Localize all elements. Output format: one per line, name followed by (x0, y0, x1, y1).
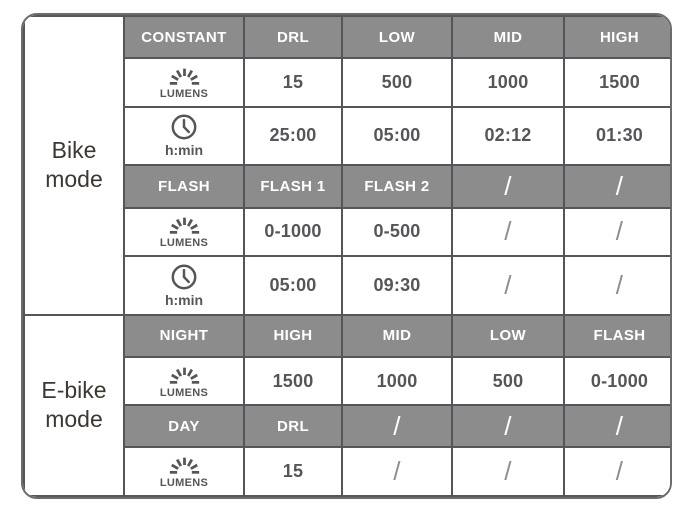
runtime-row-label-cell (124, 107, 244, 166)
header-empty: / (564, 405, 672, 447)
header-mid: MID (342, 315, 452, 357)
value-cell: 05:00 (244, 256, 342, 315)
value-cell: 1000 (452, 58, 564, 106)
header-flash: FLASH (564, 315, 672, 357)
value-cell: / (452, 447, 564, 496)
value-cell: 500 (452, 357, 564, 405)
value-cell: / (564, 256, 672, 315)
header-mid: MID (452, 16, 564, 58)
header-day: DAY (124, 405, 244, 447)
header-low: LOW (342, 16, 452, 58)
sunburst-lumens-icon (166, 214, 203, 236)
ebike-mode-label-cell: E-bike mode (24, 315, 124, 496)
value-cell: 0-500 (342, 208, 452, 256)
header-night: NIGHT (124, 315, 244, 357)
bike-mode-label-cell: Bike mode (24, 16, 124, 315)
header-drl: DRL (244, 16, 342, 58)
header-flash: FLASH (124, 165, 244, 207)
sunburst-lumens-icon (166, 65, 203, 87)
light-mode-spec-table (21, 13, 672, 499)
value-cell: 500 (342, 58, 452, 106)
value-cell: 15 (244, 58, 342, 106)
header-high: HIGH (564, 16, 672, 58)
lumens-label: LUMENS (159, 237, 209, 250)
header-empty: / (342, 405, 452, 447)
lumens-label: LUMENS (159, 87, 209, 100)
value-cell: / (452, 256, 564, 315)
runtime-row-label-cell (124, 256, 244, 315)
lumens-label: LUMENS (159, 477, 209, 490)
header-flash2: FLASH 2 (342, 165, 452, 207)
value-cell: 09:30 (342, 256, 452, 315)
value-cell: / (564, 208, 672, 256)
value-cell: 01:30 (564, 107, 672, 166)
lumens-label: LUMENS (159, 386, 209, 399)
header-drl: DRL (244, 405, 342, 447)
lumens-row-label-cell (124, 208, 244, 256)
clock-icon (170, 113, 198, 141)
lumens-row-label-cell (124, 357, 244, 405)
lumens-row-label-cell (124, 447, 244, 496)
lumens-row-label-cell (124, 58, 244, 106)
header-high: HIGH (244, 315, 342, 357)
time-unit-label: h:min (164, 291, 204, 308)
value-cell: / (342, 447, 452, 496)
header-empty: / (452, 405, 564, 447)
value-cell: 05:00 (342, 107, 452, 166)
time-unit-label: h:min (164, 142, 204, 159)
clock-icon (170, 263, 198, 291)
value-cell: 02:12 (452, 107, 564, 166)
header-constant: CONSTANT (124, 16, 244, 58)
header-low: LOW (452, 315, 564, 357)
spec-table (23, 15, 672, 497)
value-cell: 15 (244, 447, 342, 496)
value-cell: 0-1000 (244, 208, 342, 256)
value-cell: / (564, 447, 672, 496)
value-cell: 1500 (244, 357, 342, 405)
value-cell: / (452, 208, 564, 256)
header-empty: / (564, 165, 672, 207)
sunburst-lumens-icon (166, 454, 203, 476)
value-cell: 1000 (342, 357, 452, 405)
sunburst-lumens-icon (166, 364, 203, 386)
header-empty: / (452, 165, 564, 207)
value-cell: 1500 (564, 58, 672, 106)
value-cell: 0-1000 (564, 357, 672, 405)
value-cell: 25:00 (244, 107, 342, 166)
header-flash1: FLASH 1 (244, 165, 342, 207)
